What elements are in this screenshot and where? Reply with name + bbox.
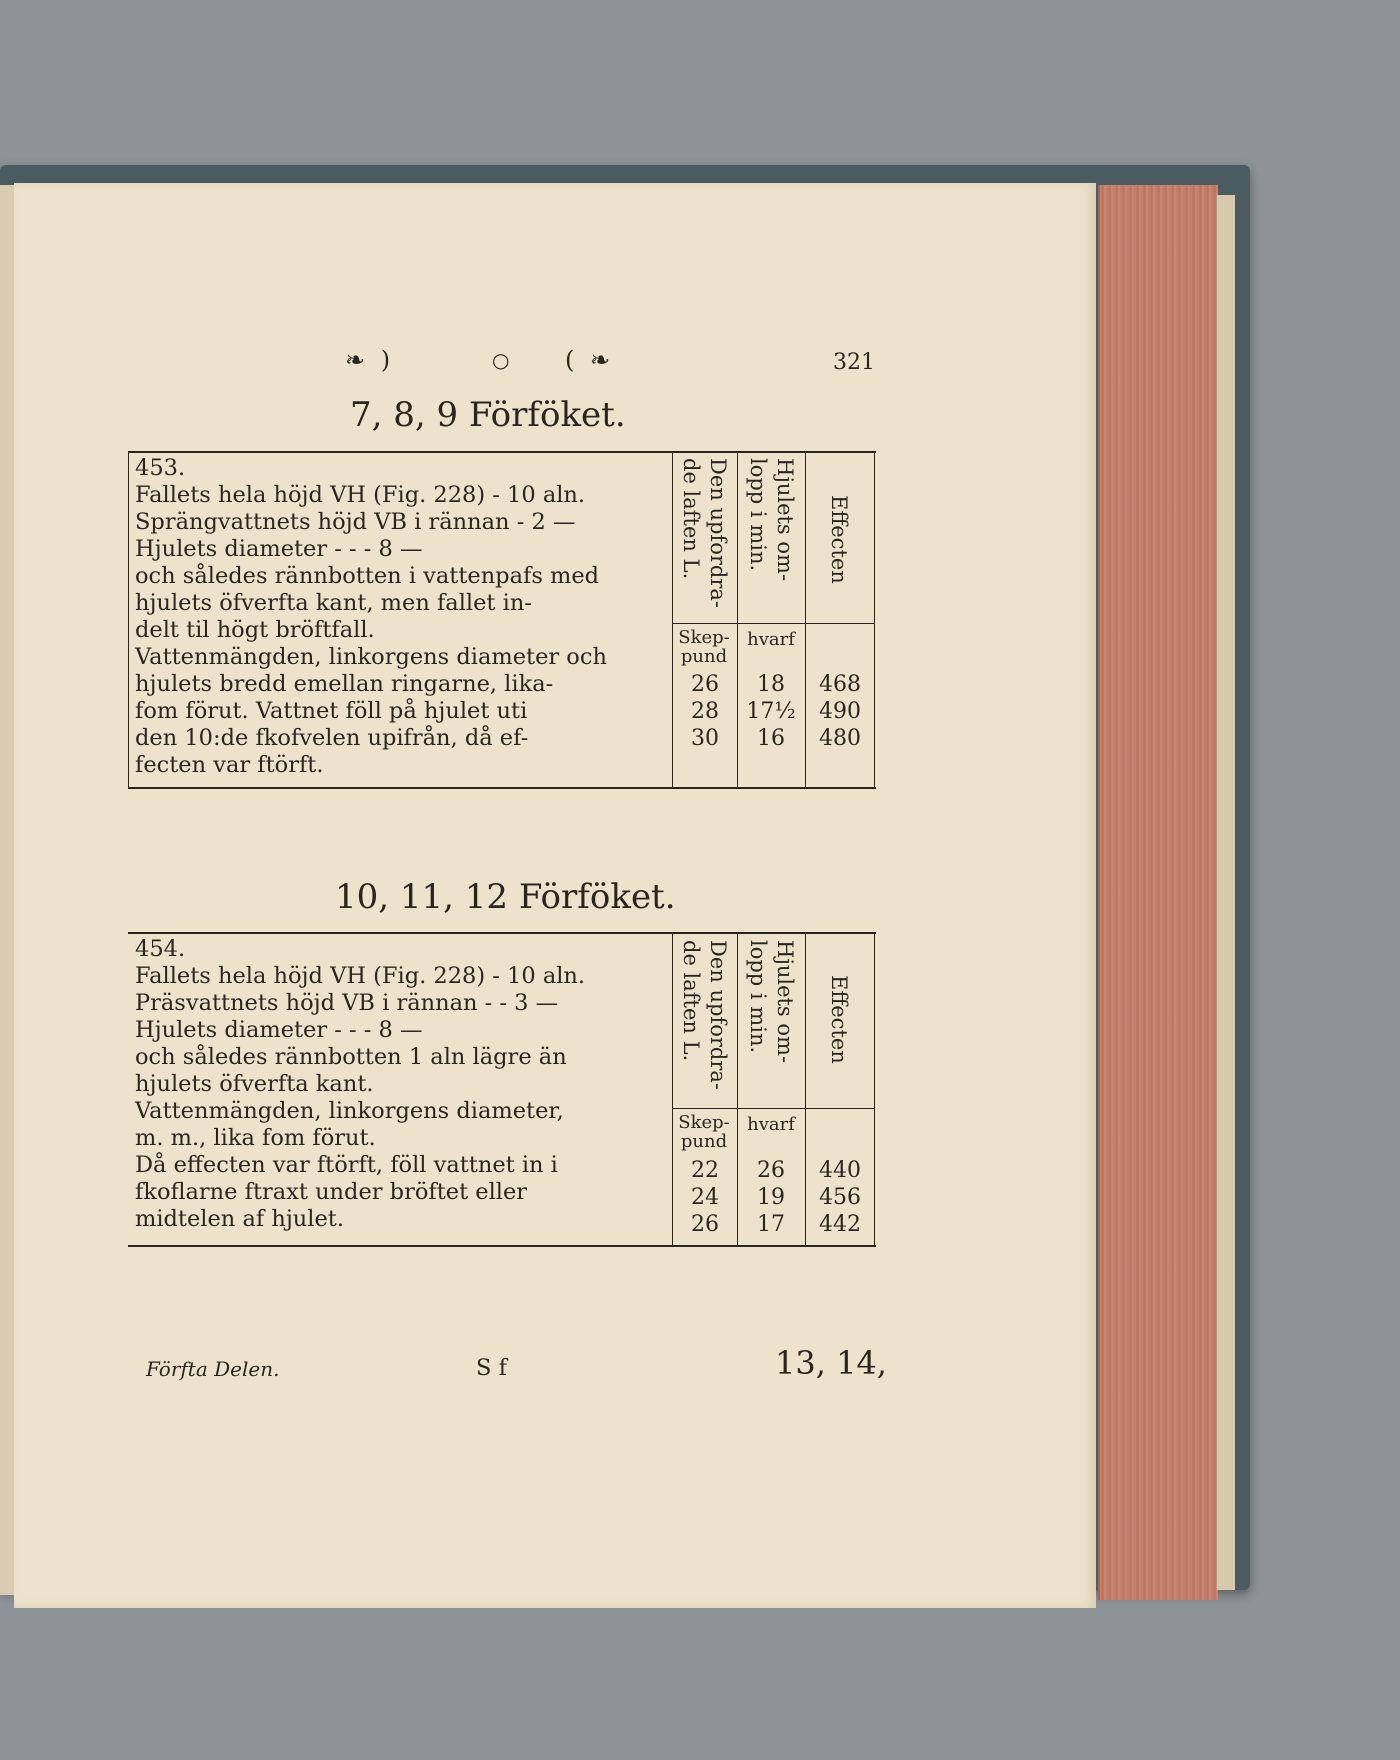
table-cell: 26 — [691, 672, 719, 697]
section1-line: fom förut. Vattnet föll på hjulet uti — [135, 698, 528, 724]
table-cell: 22 — [691, 1158, 719, 1183]
section2-title: 10, 11, 12 Förföket. — [335, 877, 676, 917]
section2-line: och således rännbotten 1 aln lägre än — [135, 1044, 567, 1070]
section1-line: fecten var ftörft. — [135, 752, 324, 778]
section1-col-header-load: Den upfordra- de laften L. — [679, 458, 730, 608]
section2-col-header-effect: Effecten — [827, 975, 851, 1064]
footer-catchword: 13, 14, — [775, 1344, 887, 1382]
section1-unit-load: Skep- pund — [678, 627, 730, 667]
section1-line: Hjulets diameter - - - 8 — — [135, 536, 423, 562]
section2-line: m. m., lika fom förut. — [135, 1125, 376, 1151]
page-block-edge — [1098, 185, 1218, 1600]
section1-col-header-revolutions: Hjulets om- lopp i min. — [746, 458, 797, 582]
table-cell: 18 — [757, 672, 785, 697]
table-cell: 16 — [757, 726, 785, 751]
table-cell: 26 — [757, 1158, 785, 1183]
section2-line: Då effecten var ftörft, föll vattnet in i — [135, 1152, 558, 1178]
table-cell: 490 — [819, 699, 861, 724]
section1-line: hjulets bredd emellan ringarne, lika- — [135, 671, 554, 697]
footer-volume: Förfta Delen. — [146, 1357, 280, 1381]
table-cell: 17 — [757, 1212, 785, 1237]
ornament-left: ❧ ) — [345, 346, 395, 374]
section1-title: 7, 8, 9 Förföket. — [350, 395, 626, 435]
section1-line: hjulets öfverfta kant, men fallet in- — [135, 590, 532, 616]
table-cell: 26 — [691, 1212, 719, 1237]
table-cell: 468 — [819, 672, 861, 697]
section1-line: Fallets hela höjd VH (Fig. 228) - 10 aln. — [135, 482, 586, 508]
section1-line: Sprängvattnets höjd VB i rännan - 2 — — [135, 509, 576, 535]
section1-line: delt til högt bröftfall. — [135, 617, 375, 643]
section2-line: midtelen af hjulet. — [135, 1206, 345, 1232]
table-cell: 28 — [691, 699, 719, 724]
section2-line: Hjulets diameter - - - 8 — — [135, 1017, 423, 1043]
ornament-center: ○ — [492, 348, 514, 372]
page-number: 321 — [833, 350, 875, 375]
table-cell: 456 — [819, 1185, 861, 1210]
table-cell: 30 — [691, 726, 719, 751]
section1-unit-revolutions: hvarf — [747, 629, 795, 650]
table-cell: 442 — [819, 1212, 861, 1237]
section1-paragraph-number: 453. — [135, 455, 186, 481]
ornament-right: ( ❧ — [565, 346, 615, 374]
table-cell: 480 — [819, 726, 861, 751]
section2-line: fkoflarne ftraxt under bröftet eller — [135, 1179, 528, 1205]
section1-line: Vattenmängden, linkorgens diameter och — [135, 644, 607, 670]
section1-line: och således rännbotten i vattenpafs med — [135, 563, 600, 589]
section1-line: den 10:de fkofvelen upifrån, då ef- — [135, 725, 529, 751]
section2-line: hjulets öfverfta kant. — [135, 1071, 374, 1097]
section2-unit-revolutions: hvarf — [747, 1114, 795, 1135]
table-cell: 19 — [757, 1185, 785, 1210]
table-cell: 24 — [691, 1185, 719, 1210]
back-board-edge — [1216, 195, 1235, 1590]
section2-col-header-load: Den upfordra- de laften L. — [679, 940, 730, 1090]
section2-line: Fallets hela höjd VH (Fig. 228) - 10 aln. — [135, 963, 586, 989]
section2-col-header-revolutions: Hjulets om- lopp i min. — [746, 940, 797, 1064]
footer-signature-mark: S f — [476, 1355, 507, 1381]
table-cell: 440 — [819, 1158, 861, 1183]
section2-paragraph-number: 454. — [135, 936, 186, 962]
section2-line: Vattenmängden, linkorgens diameter, — [135, 1098, 564, 1124]
table-cell: 17½ — [746, 699, 796, 724]
section1-col-header-effect: Effecten — [827, 495, 851, 584]
section2-line: Präsvattnets höjd VB i rännan - - 3 — — [135, 990, 559, 1016]
section2-unit-load: Skep- pund — [678, 1112, 730, 1152]
